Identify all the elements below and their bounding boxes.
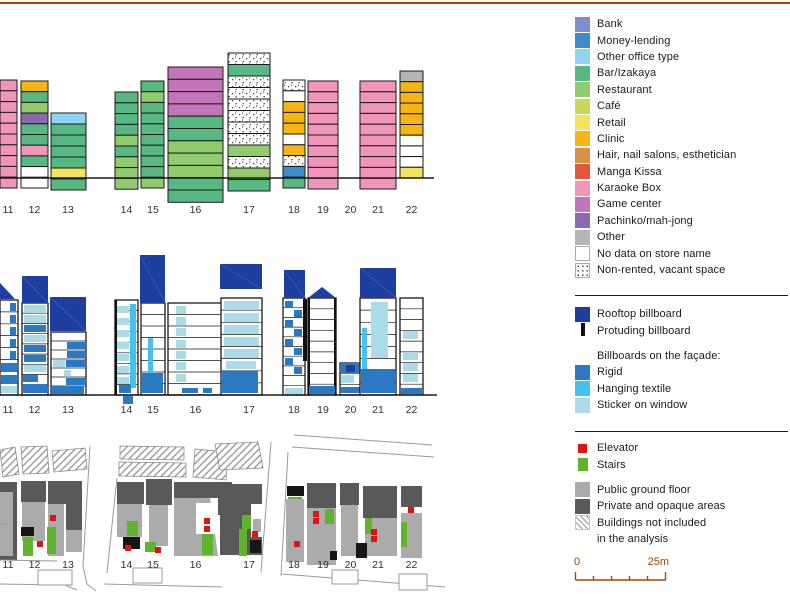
other-swatch bbox=[575, 230, 590, 245]
legend-label: Retail bbox=[597, 116, 626, 129]
building-label: 20 bbox=[344, 559, 357, 571]
billboard-building-22 bbox=[400, 298, 423, 395]
building-label: 17 bbox=[243, 559, 255, 571]
building-label: 13 bbox=[62, 204, 74, 216]
building-label: 21 bbox=[372, 404, 384, 416]
legend-label: Other bbox=[597, 231, 626, 244]
sticker-window-swatch bbox=[575, 398, 590, 413]
retail-swatch bbox=[575, 115, 590, 130]
building-label: 15 bbox=[147, 204, 159, 216]
building-label: 21 bbox=[372, 204, 384, 216]
legend-item-private-areas bbox=[575, 498, 790, 514]
legend-label: Hair, nail salons, esthetician bbox=[597, 149, 737, 162]
billboard-building-21 bbox=[360, 268, 396, 395]
building-label: 20 bbox=[344, 404, 357, 416]
legend-not-included-line2: in the analysis bbox=[597, 533, 669, 546]
building-label: 13 bbox=[62, 559, 74, 571]
legend-label: Karaoke Box bbox=[597, 182, 662, 195]
bank-swatch bbox=[575, 17, 590, 32]
billboard-building-13 bbox=[50, 297, 86, 395]
legend-store-types bbox=[575, 16, 790, 278]
legend-label: Clinic bbox=[597, 132, 625, 145]
rigid-billboard-swatch bbox=[575, 365, 590, 380]
legend-item-protruding-billboard bbox=[575, 322, 790, 338]
legend-label: Elevator bbox=[597, 442, 639, 455]
store-building-11 bbox=[0, 80, 17, 188]
scale-ruler bbox=[574, 570, 669, 582]
legend-divider-2 bbox=[575, 431, 788, 432]
legend-label: Private and opaque areas bbox=[597, 500, 726, 513]
legend-item-game-center bbox=[575, 196, 790, 212]
building-label: 16 bbox=[189, 559, 202, 571]
hair-nail-swatch bbox=[575, 148, 590, 163]
legend-label: Game center bbox=[597, 198, 662, 211]
elevator-swatch bbox=[575, 441, 590, 456]
legend-label: Non-rented, vacant space bbox=[597, 264, 726, 277]
legend-item-public-ground-floor bbox=[575, 482, 790, 498]
legend-item-bar-izakaya bbox=[575, 65, 790, 81]
protruding-billboard-swatch bbox=[575, 323, 590, 338]
building-label: 19 bbox=[317, 204, 329, 216]
legend-divider-1 bbox=[575, 295, 788, 296]
legend-spacer bbox=[575, 339, 790, 348]
billboard-building-16 bbox=[168, 303, 223, 395]
scale-end-label: 25m bbox=[647, 556, 669, 568]
store-type-elevations bbox=[0, 53, 434, 202]
legend-item-retail bbox=[575, 114, 790, 130]
building-label: 14 bbox=[120, 204, 133, 216]
building-labels-row-1 bbox=[3, 204, 418, 216]
legend-label: Rigid bbox=[597, 366, 623, 379]
building-label: 20 bbox=[344, 204, 357, 216]
building-label: 11 bbox=[2, 559, 14, 571]
legend-spacer bbox=[575, 473, 790, 482]
building-label: 22 bbox=[405, 559, 418, 571]
store-building-18 bbox=[283, 80, 305, 188]
game-center-swatch bbox=[575, 197, 590, 212]
legend-billboards bbox=[575, 306, 790, 413]
building-labels-row-2 bbox=[3, 404, 418, 416]
legend-item-bank bbox=[575, 16, 790, 32]
other-office-swatch bbox=[575, 49, 590, 64]
legend-item-manga-kissa bbox=[575, 164, 790, 180]
legend-label: Public ground floor bbox=[597, 483, 691, 496]
store-building-17 bbox=[228, 53, 270, 191]
billboard-building-12 bbox=[22, 276, 48, 395]
building-label: 18 bbox=[288, 404, 300, 416]
private-areas-swatch bbox=[575, 499, 590, 514]
building-label: 12 bbox=[28, 559, 41, 571]
legend-label: Manga Kissa bbox=[597, 165, 662, 178]
clinic-swatch bbox=[575, 131, 590, 146]
cafe-swatch bbox=[575, 99, 590, 114]
legend-item-karaoke-box bbox=[575, 180, 790, 196]
building-label: 16 bbox=[189, 404, 202, 416]
restaurant-swatch bbox=[575, 82, 590, 97]
legend-item-sticker-window bbox=[575, 397, 790, 413]
legend-item-vacant bbox=[575, 262, 790, 278]
not-included-swatch bbox=[575, 515, 590, 530]
building-label: 16 bbox=[189, 204, 202, 216]
legend-label: Bar/Izakaya bbox=[597, 67, 657, 80]
building-label: 19 bbox=[317, 404, 329, 416]
legend-item-hanging-textile bbox=[575, 381, 790, 397]
rooftop-billboard-swatch bbox=[575, 307, 590, 322]
store-building-21 bbox=[360, 81, 396, 189]
building-label: 22 bbox=[405, 404, 418, 416]
legend-item-hair-nail bbox=[575, 147, 790, 163]
store-building-22 bbox=[400, 71, 423, 178]
store-building-15 bbox=[141, 81, 164, 188]
building-label: 11 bbox=[2, 204, 14, 216]
scale-bar bbox=[574, 556, 669, 587]
building-label: 21 bbox=[372, 559, 384, 571]
legend-label: Café bbox=[597, 100, 621, 113]
legend-item-rooftop-billboard bbox=[575, 306, 790, 322]
building-label: 12 bbox=[28, 404, 41, 416]
legend-label: No data on store name bbox=[597, 247, 712, 260]
building-label: 22 bbox=[405, 204, 418, 216]
building-label: 15 bbox=[147, 404, 159, 416]
billboard-elevations bbox=[0, 255, 437, 404]
legend-item-rigid bbox=[575, 364, 790, 380]
legend-item-no-data bbox=[575, 245, 790, 261]
rooftop-billboard bbox=[308, 287, 336, 298]
building-label: 12 bbox=[28, 204, 41, 216]
legend-item-other-office bbox=[575, 49, 790, 65]
building-label: 18 bbox=[288, 559, 300, 571]
legend-item-cafe bbox=[575, 98, 790, 114]
building-label: 17 bbox=[243, 204, 255, 216]
building-label: 13 bbox=[62, 404, 74, 416]
legend-label: Restaurant bbox=[597, 83, 652, 96]
bar-izakaya-swatch bbox=[575, 66, 590, 81]
stairs-swatch bbox=[575, 457, 590, 472]
billboard-building-15 bbox=[140, 255, 165, 395]
legend-label: Rooftop billboard bbox=[597, 308, 682, 321]
billboard-building-19 bbox=[308, 287, 337, 395]
no-data-swatch bbox=[575, 246, 590, 261]
pachinko-swatch bbox=[575, 213, 590, 228]
hanging-textile-swatch bbox=[575, 381, 590, 396]
legend-label: Bank bbox=[597, 18, 623, 31]
legend-item-pachinko bbox=[575, 213, 790, 229]
legend-label: Stairs bbox=[597, 458, 626, 471]
store-building-16 bbox=[168, 67, 223, 202]
legend-label: Buildings not included bbox=[597, 516, 707, 529]
billboard-building-18 bbox=[283, 270, 307, 395]
legend-label: Other office type bbox=[597, 50, 680, 63]
legend-label: Sticker on window bbox=[597, 399, 688, 412]
legend-item-elevator bbox=[575, 440, 790, 456]
karaoke-box-swatch bbox=[575, 181, 590, 196]
building-labels-row-3 bbox=[3, 559, 418, 571]
building-label: 14 bbox=[120, 404, 133, 416]
legend-item-other bbox=[575, 229, 790, 245]
building-label: 17 bbox=[243, 404, 255, 416]
legend-item-restaurant bbox=[575, 82, 790, 98]
legend-item-stairs bbox=[575, 456, 790, 472]
billboard-building-14 bbox=[115, 300, 139, 404]
store-building-12 bbox=[21, 81, 48, 188]
building-label: 18 bbox=[288, 204, 300, 216]
store-building-19 bbox=[308, 81, 338, 189]
legend-label: Hanging textile bbox=[597, 382, 672, 395]
legend-plans bbox=[575, 440, 790, 547]
money-lending-swatch bbox=[575, 33, 590, 48]
legend-item-not-included bbox=[575, 515, 790, 531]
building-label: 15 bbox=[147, 559, 159, 571]
manga-kissa-swatch bbox=[575, 164, 590, 179]
store-building-14 bbox=[115, 92, 138, 189]
rooftop-billboard bbox=[0, 283, 15, 299]
building-label: 11 bbox=[2, 404, 14, 416]
legend-label: Money-lending bbox=[597, 34, 671, 47]
billboard-building-17 bbox=[220, 264, 262, 395]
scale-start-label: 0 bbox=[574, 556, 581, 568]
legend-label: Pachinko/mah-jong bbox=[597, 214, 693, 227]
legend-item-money-lending bbox=[575, 32, 790, 48]
billboard-building-11 bbox=[0, 283, 18, 395]
legend-facade-header: Billboards on the façade: bbox=[597, 349, 721, 362]
legend-label: Protuding billboard bbox=[597, 324, 691, 337]
building-label: 14 bbox=[120, 559, 133, 571]
legend-item-clinic bbox=[575, 131, 790, 147]
public-ground-floor-swatch bbox=[575, 482, 590, 497]
vacant-swatch bbox=[575, 263, 590, 278]
building-label: 19 bbox=[317, 559, 329, 571]
